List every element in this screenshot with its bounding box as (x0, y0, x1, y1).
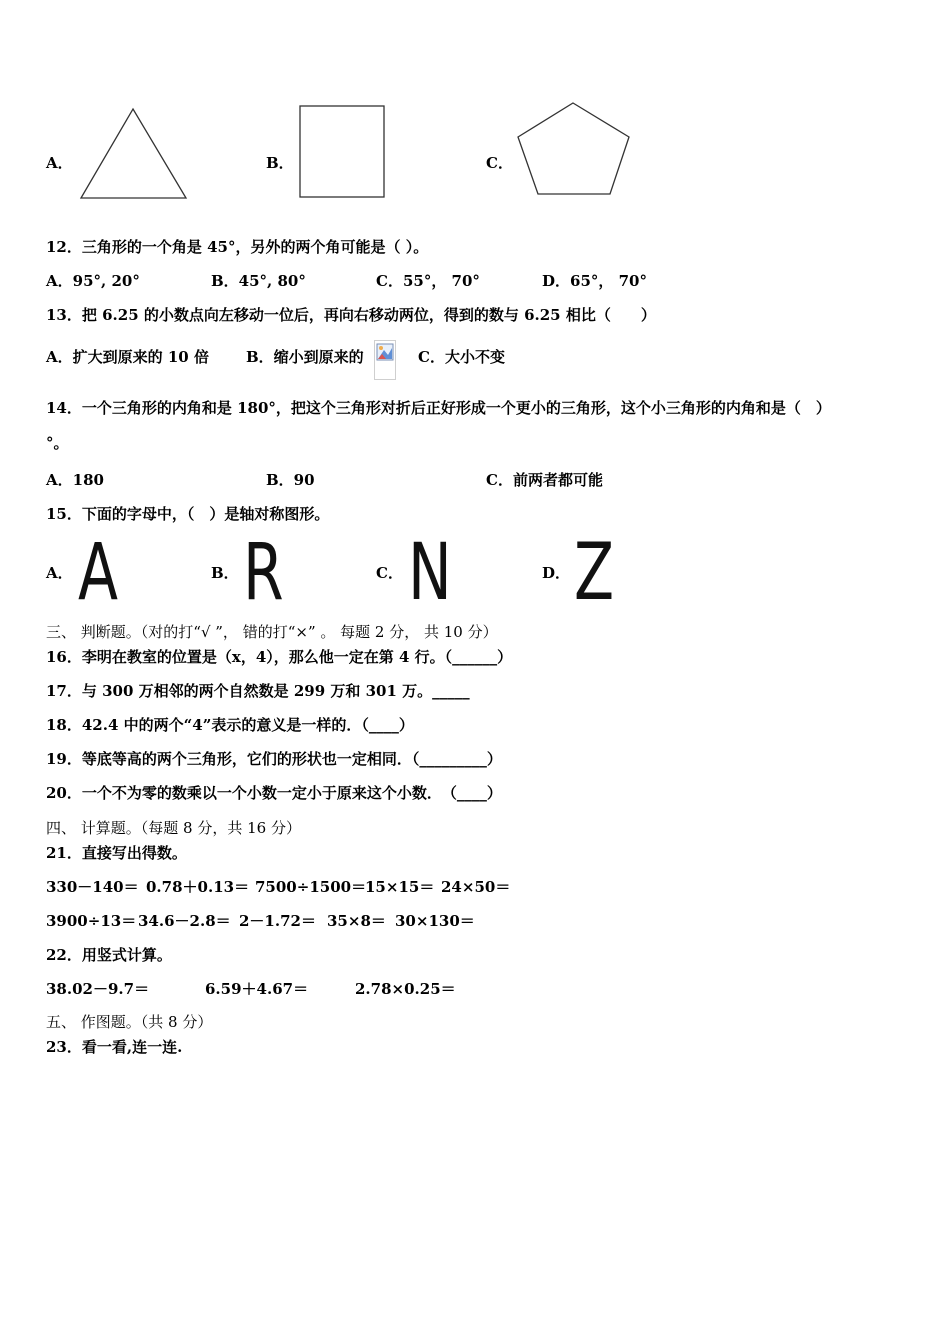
q15-option-d-label: D． (542, 564, 571, 582)
q22-item-2: 6.59＋4.67＝ (205, 980, 309, 998)
q12-option-a: A．95°, 20° (46, 272, 140, 290)
q15-option-a-label: A． (46, 564, 73, 582)
q11-option-b-label: B． (266, 154, 294, 172)
q13-option-c: C．大小不变 (418, 348, 505, 366)
q21-r2-c2: 34.6－2.8＝ (138, 912, 231, 930)
triangle-icon (78, 106, 190, 202)
letter-z-glyph: Z (574, 528, 615, 618)
q15-option-b-label: B． (211, 564, 239, 582)
q19-text: 19．等底等高的两个三角形，它们的形状也一定相同．（_________） (46, 750, 502, 768)
q11-option-c-label: C． (486, 154, 513, 172)
pentagon-icon (514, 100, 634, 200)
q15-stem: 15．下面的字母中，（ ）是轴对称图形。 (46, 505, 330, 523)
q13-stem: 13．把 6.25 的小数点向左移动一位后，再向右移动两位，得到的数与 6.25 相比（ ） (46, 306, 656, 324)
q22-item-1: 38.02－9.7＝ (46, 980, 150, 998)
q21-r1-c3: 7500÷1500＝ (255, 878, 367, 896)
q15-option-c-label: C． (376, 564, 403, 582)
q13-option-a: A．扩大到原来的 10 倍 (46, 348, 209, 366)
section-5-title: 五、 作图题。（共 8 分） (46, 1013, 213, 1031)
letter-r-glyph: R (243, 528, 284, 618)
square-icon (298, 104, 388, 200)
q18-text: 18．42.4 中的两个“4”表示的意义是一样的．（____） (46, 716, 414, 734)
letter-a-glyph: A (78, 528, 119, 618)
q13-option-b: B．缩小到原来的 (246, 348, 364, 366)
q21-r1-c4: 15×15＝ (365, 878, 435, 896)
section-3-title: 三、 判断题。（对的打“√ ”， 错的打“×” 。 每题 2 分， 共 10 分） (46, 623, 498, 641)
q14-stem: 14．一个三角形的内角和是 180°，把这个三角形对折后正好形成一个更小的三角形，这个小三角形的内角和是（ ） (46, 399, 831, 417)
q12-option-d: D．65°， 70° (542, 272, 647, 290)
q21-r2-c4: 35×8＝ (327, 912, 386, 930)
q21-r1-c2: 0.78＋0.13＝ (146, 878, 250, 896)
q21-r2-c5: 30×130＝ (395, 912, 475, 930)
q11-option-a-label: A． (46, 154, 73, 172)
q12-option-c: C．55°， 70° (376, 272, 480, 290)
q21-r1-c1: 330－140＝ (46, 878, 139, 896)
q22-item-3: 2.78×0.25＝ (355, 980, 456, 998)
q14-stem-continued: °。 (46, 434, 69, 452)
q20-text: 20．一个不为零的数乘以一个小数一定小于原来这个小数． （____） (46, 784, 502, 802)
q14-option-a: A．180 (46, 471, 104, 489)
q22-stem: 22．用竖式计算。 (46, 946, 172, 964)
q14-option-b: B．90 (266, 471, 315, 489)
section-4-title: 四、 计算题。（每题 8 分，共 16 分） (46, 819, 301, 837)
letter-n-glyph: N (408, 528, 452, 618)
q21-r2-c1: 3900÷13＝ (46, 912, 137, 930)
q21-stem: 21．直接写出得数。 (46, 844, 187, 862)
q14-option-c: C．前两者都可能 (486, 471, 603, 489)
q23-text: 23．看一看,连一连. (46, 1038, 183, 1056)
q12-option-b: B．45°, 80° (211, 272, 306, 290)
q12-stem: 12．三角形的一个角是 45°，另外的两个角可能是（ ）。 (46, 238, 429, 256)
q17-text: 17．与 300 万相邻的两个自然数是 299 万和 301 万。_____ (46, 682, 470, 700)
q21-r1-c5: 24×50＝ (441, 878, 511, 896)
fraction-image-icon (374, 340, 396, 380)
q16-text: 16．李明在教室的位置是（x，4），那么他一定在第 4 行。（______） (46, 648, 513, 666)
q21-r2-c3: 2－1.72＝ (239, 912, 316, 930)
